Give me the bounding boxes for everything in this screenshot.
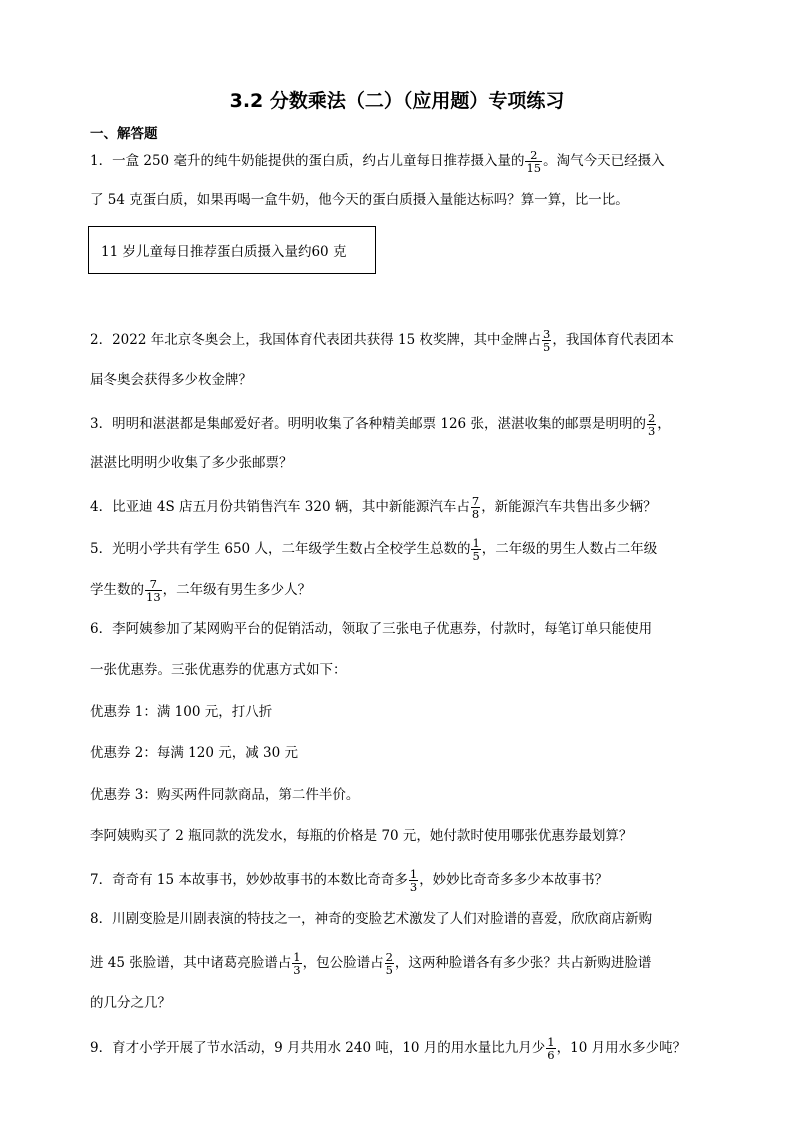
fraction: $\frac{2}{3}$ [647, 411, 656, 438]
q1-text-b: 。淘气今天已经摄入 [543, 153, 665, 169]
question-6-line-2: 一张优惠券。三张优惠券的优惠方式如下： [90, 662, 347, 678]
fraction: $\frac{1}{6}$ [547, 1035, 555, 1062]
question-2-line-2: 届冬奥会获得多少枚金牌？ [90, 372, 252, 388]
fraction: $\frac{3}{5}$ [543, 327, 551, 354]
fraction: $\frac{1}{5}$ [472, 536, 480, 563]
question-3-line-1: 3．明明和湛湛都是集邮爱好者。明明收集了各种精美邮票 126 张，湛湛收集的邮票是明明的 $\frac{2}{3}$ ， [90, 411, 671, 438]
question-4-line-1: 4．比亚迪 4S 店五月份共销售汽车 320 辆，其中新能源汽车占 $\frac{7}{8}$ ，新能源汽车共售出多少辆？ [90, 494, 657, 521]
q1-text-a: 1．一盒 250 毫升的纯牛奶能提供的蛋白质，约占儿童每日推荐摄入量的 [90, 153, 525, 169]
question-6-line-6: 李阿姨购买了 2 瓶同款的洗发水，每瓶的价格是 70 元，她付款时使用哪张优惠券最划算？ [90, 828, 633, 844]
coupon-1: 优惠券 1：满 100 元，打八折 [90, 704, 273, 720]
info-box-text: 11 岁儿童每日推荐蛋白质摄入量约60 克 [101, 244, 347, 260]
coupon-3: 优惠券 3：购买两件同款商品，第二件半价。 [90, 787, 360, 803]
question-8-line-3: 的几分之几？ [90, 995, 171, 1011]
question-8-line-2: 进 45 张脸谱，其中诸葛亮脸谱占 $\frac{1}{3}$ ，包公脸谱占 $\frac{2}{5}$ ，这两种脸谱各有多少张？共占新购进脸谱 [90, 950, 652, 977]
fraction: $\frac{2}{5}$ [385, 950, 393, 977]
question-3-line-2: 湛湛比明明少收集了多少张邮票？ [90, 455, 293, 471]
page-title: 3.2 分数乘法（二）（应用题）专项练习 [229, 90, 565, 112]
fraction: $\frac{2}{15}$ [526, 148, 542, 175]
question-6-line-1: 6．李阿姨参加了某网购平台的促销活动，领取了三张电子优惠券，付款时，每笔订单只能使用 [90, 621, 653, 637]
info-box [88, 226, 376, 274]
fraction: $\frac{1}{3}$ [293, 950, 301, 977]
section-heading: 一、解答题 [90, 126, 158, 142]
question-7-line-1: 7．奇奇有 15 本故事书，妙妙故事书的本数比奇奇多 $\frac{1}{3}$ ，妙妙比奇奇多多少本故事书？ [90, 867, 609, 894]
question-5-line-2: 学生数的 $\frac{7}{13}$ ，二年级有男生多少人？ [90, 577, 312, 604]
question-8-line-1: 8．川剧变脸是川剧表演的特技之一，神奇的变脸艺术激发了人们对脸谱的喜爱，欣欣商店新购 [90, 911, 653, 927]
question-1-line-1 [90, 149, 665, 174]
question-1-line-2: 了 54 克蛋白质，如果再喝一盒牛奶，他今天的蛋白质摄入量能达标吗？算一算，比一比。 [90, 192, 629, 208]
fraction: $\frac{7}{13}$ [146, 577, 161, 604]
coupon-2: 优惠券 2：每满 120 元，减 30 元 [90, 745, 298, 761]
question-9-line-1: 9．育才小学开展了节水活动，9 月共用水 240 吨，10 月的用水量比九月少 $\frac{1}{6}$ ，10 月用水多少吨？ [90, 1035, 687, 1062]
fraction: $\frac{7}{8}$ [471, 494, 480, 521]
question-2-line-1: 2．2022 年北京冬奥会上，我国体育代表团共获得 15 枚奖牌，其中金牌占 $\frac{3}{5}$ ，我国体育代表团本 [90, 327, 674, 354]
fraction: $\frac{1}{3}$ [409, 867, 418, 894]
question-5-line-1: 5．光明小学共有学生 650 人，二年级学生数占全校学生总数的 $\frac{1}{5}$ ，二年级的男生人数占二年级 [90, 536, 658, 563]
